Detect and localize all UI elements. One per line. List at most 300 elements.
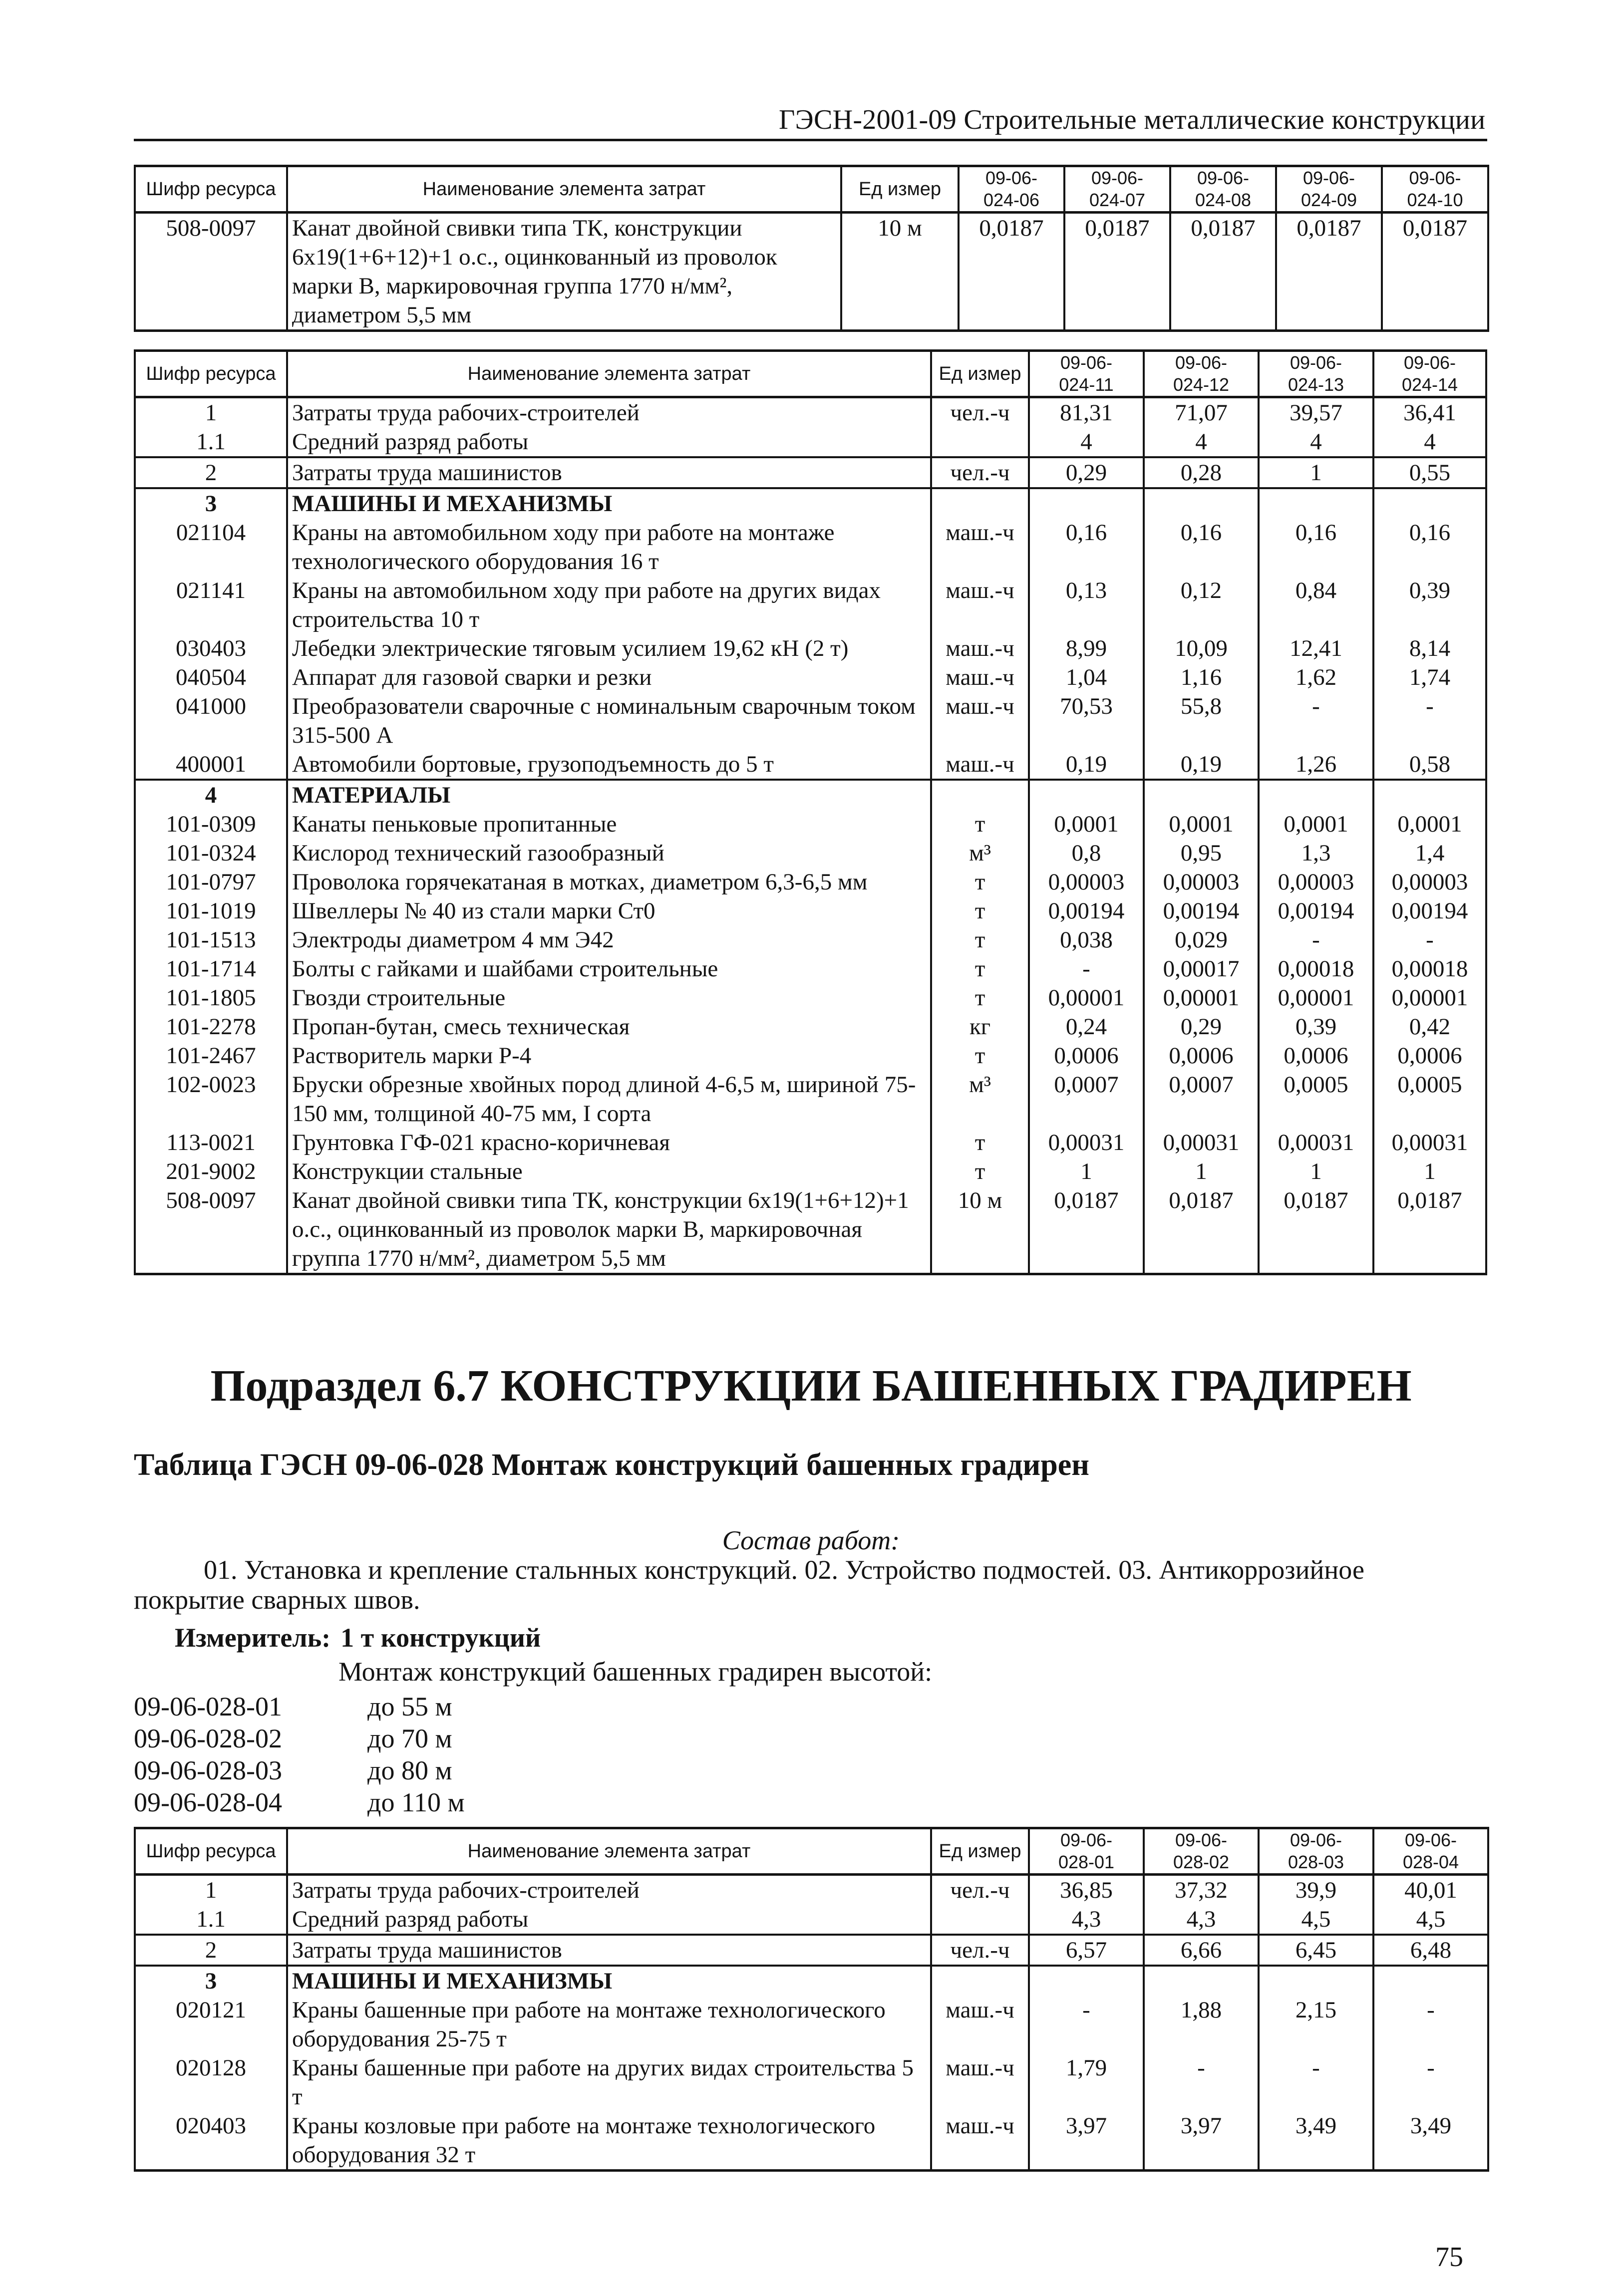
table-row: [135, 954, 1486, 983]
resource-name: Грунтовка ГФ-021 красно-коричневая: [287, 1128, 931, 1157]
resource-value: 0,00018: [1259, 954, 1373, 983]
resource-value: 71,07: [1144, 397, 1259, 428]
resource-value: 8,99: [1029, 634, 1144, 663]
resource-value: 6,57: [1029, 1935, 1144, 1966]
table-header-row: [135, 1828, 1488, 1875]
resource-code: 113-0021: [135, 1128, 287, 1157]
resource-value: 40,01: [1373, 1875, 1488, 1905]
resource-name: Канат двойной свивки типа ТК, конструкции 6х19(1+6+12)+1 о.с., оцинкованный из проволок марки В, маркировочная группа 1770 н/мм², диаметром 5,5 мм: [287, 213, 841, 331]
resource-unit: т: [931, 867, 1029, 896]
resource-name: Проволока горячекатаная в мотках, диаметром 6,3-6,5 мм: [287, 867, 931, 896]
resource-value: 0,0187: [1064, 213, 1170, 331]
header-name: Наименование элемента затрат: [287, 351, 931, 397]
resource-value: 0,0187: [1170, 213, 1276, 331]
resource-value: 1: [1373, 1157, 1486, 1186]
resource-value: 1: [1029, 1157, 1144, 1186]
resource-code: 508-0097: [135, 213, 287, 331]
resource-value: [1373, 488, 1486, 518]
resource-code: 1.1: [135, 427, 287, 457]
table-row: [135, 1875, 1488, 1905]
table-row: [135, 1905, 1488, 1935]
variant-text: до 55 м: [367, 1692, 452, 1722]
table-row: [135, 397, 1486, 428]
resource-value: 1,3: [1259, 839, 1373, 867]
table-title: Таблица ГЭСН 09-06-028 Монтаж конструкций башенных градирен: [134, 1448, 1089, 1482]
resource-value: 0,00031: [1029, 1128, 1144, 1157]
resource-code: 4: [135, 780, 287, 810]
resource-value: 3,49: [1373, 2111, 1488, 2171]
resource-code: 2: [135, 1935, 287, 1966]
resource-name: Швеллеры № 40 из стали марки Ст0: [287, 896, 931, 925]
resource-unit: маш.-ч: [931, 576, 1029, 634]
resource-value: -: [1029, 954, 1144, 983]
resource-value: 1,16: [1144, 663, 1259, 692]
resource-value: 0,0187: [1382, 213, 1488, 331]
resource-value: 0,0006: [1259, 1041, 1373, 1070]
table-row: [135, 1186, 1486, 1274]
resource-value: 4: [1029, 427, 1144, 457]
resource-value: 4,3: [1029, 1905, 1144, 1935]
table-row: [135, 518, 1486, 576]
resource-value: 6,45: [1259, 1935, 1373, 1966]
resource-unit: 10 м: [841, 213, 959, 331]
resource-unit: т: [931, 954, 1029, 983]
table-row: [135, 213, 1488, 331]
resource-value: [1259, 780, 1373, 810]
resource-code: 101-1513: [135, 925, 287, 954]
resource-value: 4,5: [1259, 1905, 1373, 1935]
header-norm-code: 09-06- 024-07: [1064, 166, 1170, 213]
resource-value: 0,95: [1144, 839, 1259, 867]
resource-value: 0,0187: [1259, 1186, 1373, 1274]
header-norm-code: 09-06- 028-01: [1029, 1828, 1144, 1875]
resource-value: [1144, 1966, 1259, 1996]
variant-row: [134, 1787, 465, 1818]
resource-value: 0,0187: [959, 213, 1064, 331]
resource-value: 8,14: [1373, 634, 1486, 663]
resource-value: [1144, 488, 1259, 518]
header-norm-code: 09-06- 028-04: [1373, 1828, 1488, 1875]
resource-unit: маш.-ч: [931, 663, 1029, 692]
resource-table-028: [134, 1827, 1489, 2172]
resource-table-024-06-10: [134, 165, 1489, 332]
resource-unit: т: [931, 1157, 1029, 1186]
resource-unit: т: [931, 1128, 1029, 1157]
resource-unit: маш.-ч: [931, 2053, 1029, 2111]
table-row: [135, 1070, 1486, 1128]
resource-value: 0,0005: [1373, 1070, 1486, 1128]
resource-code: 400001: [135, 750, 287, 780]
table-row: [135, 839, 1486, 867]
resource-code: 020121: [135, 1996, 287, 2053]
resource-value: 0,00001: [1144, 983, 1259, 1012]
resource-value: 6,48: [1373, 1935, 1488, 1966]
resource-value: 0,84: [1259, 576, 1373, 634]
resource-unit: чел.-ч: [931, 397, 1029, 428]
resource-name: Автомобили бортовые, грузоподъемность до 5 т: [287, 750, 931, 780]
resource-value: 1,26: [1259, 750, 1373, 780]
resource-value: 0,19: [1029, 750, 1144, 780]
resource-unit: чел.-ч: [931, 457, 1029, 488]
table-header-row: [135, 166, 1488, 213]
resource-value: 39,9: [1259, 1875, 1373, 1905]
resource-value: [1029, 780, 1144, 810]
resource-code: 201-9002: [135, 1157, 287, 1186]
table-row: [135, 634, 1486, 663]
resource-code: 101-1805: [135, 983, 287, 1012]
resource-name: Канаты пеньковые пропитанные: [287, 810, 931, 839]
resource-value: 1: [1144, 1157, 1259, 1186]
header-norm-code: 09-06- 028-02: [1144, 1828, 1259, 1875]
resource-value: 0,0001: [1144, 810, 1259, 839]
resource-name: Кислород технический газообразный: [287, 839, 931, 867]
resource-name: МАШИНЫ И МЕХАНИЗМЫ: [287, 1966, 931, 1996]
resource-name: Затраты труда рабочих-строителей: [287, 397, 931, 428]
composition-label: Состав работ:: [722, 1525, 900, 1555]
resource-value: 3,97: [1029, 2111, 1144, 2171]
header-unit: Ед измер: [931, 1828, 1029, 1875]
variant-code: 09-06-028-04: [134, 1787, 282, 1817]
resource-value: 0,0007: [1029, 1070, 1144, 1128]
header-rule: [134, 139, 1487, 141]
resource-unit: т: [931, 896, 1029, 925]
resource-value: [1259, 488, 1373, 518]
variant-text: до 110 м: [367, 1787, 465, 1817]
header-code: Шифр ресурса: [135, 351, 287, 397]
resource-value: 0,0006: [1144, 1041, 1259, 1070]
page-number: 75: [1435, 2242, 1463, 2273]
running-header: ГЭСН-2001-09 Строительные металлические конструкции: [779, 104, 1486, 135]
resource-code: 101-0324: [135, 839, 287, 867]
resource-value: 36,85: [1029, 1875, 1144, 1905]
resource-value: 70,53: [1029, 692, 1144, 750]
resource-value: -: [1373, 2053, 1488, 2111]
resource-value: 0,00017: [1144, 954, 1259, 983]
resource-value: 0,0006: [1373, 1041, 1486, 1070]
resource-value: 4,3: [1144, 1905, 1259, 1935]
resource-code: 101-0797: [135, 867, 287, 896]
resource-name: Краны на автомобильном ходу при работе на других видах строительства 10 т: [287, 576, 931, 634]
resource-code: 030403: [135, 634, 287, 663]
resource-name: Средний разряд работы: [287, 1905, 931, 1935]
variant-code: 09-06-028-01: [134, 1692, 282, 1722]
table-row: [135, 427, 1486, 457]
resource-value: 0,0007: [1144, 1070, 1259, 1128]
resource-unit: маш.-ч: [931, 750, 1029, 780]
resource-code: 101-2278: [135, 1012, 287, 1041]
resource-value: 0,038: [1029, 925, 1144, 954]
table-row: [135, 457, 1486, 488]
resource-unit: маш.-ч: [931, 634, 1029, 663]
resource-value: 36,41: [1373, 397, 1486, 428]
resource-unit: [931, 1905, 1029, 1935]
resource-unit: [931, 1966, 1029, 1996]
header-norm-code: 09-06- 024-14: [1373, 351, 1486, 397]
resource-value: 0,00194: [1373, 896, 1486, 925]
resource-value: [1144, 780, 1259, 810]
resource-unit: маш.-ч: [931, 1996, 1029, 2053]
resource-value: 0,0187: [1029, 1186, 1144, 1274]
resource-unit: м³: [931, 839, 1029, 867]
resource-name: Затраты труда машинистов: [287, 457, 931, 488]
resource-value: 0,0187: [1144, 1186, 1259, 1274]
resource-unit: т: [931, 925, 1029, 954]
resource-name: Растворитель марки Р-4: [287, 1041, 931, 1070]
resource-code: 101-0309: [135, 810, 287, 839]
resource-value: 0,39: [1259, 1012, 1373, 1041]
resource-unit: т: [931, 810, 1029, 839]
resource-value: [1259, 1966, 1373, 1996]
resource-value: 10,09: [1144, 634, 1259, 663]
resource-value: 3,49: [1259, 2111, 1373, 2171]
resource-value: 0,0001: [1373, 810, 1486, 839]
resource-unit: [931, 427, 1029, 457]
resource-value: 0,00003: [1259, 867, 1373, 896]
resource-unit: м³: [931, 1070, 1029, 1128]
resource-value: 0,13: [1029, 576, 1144, 634]
resource-value: 0,00031: [1144, 1128, 1259, 1157]
variant-code: 09-06-028-03: [134, 1755, 282, 1785]
resource-value: 0,39: [1373, 576, 1486, 634]
header-norm-code: 09-06- 024-13: [1259, 351, 1373, 397]
resource-code: 021141: [135, 576, 287, 634]
resource-name: Канат двойной свивки типа ТК, конструкции 6х19(1+6+12)+1 о.с., оцинкованный из проволок марки В, маркировочная группа 1770 н/мм², диаметром 5,5 мм: [287, 1186, 931, 1274]
resource-value: [1373, 780, 1486, 810]
resource-value: 4: [1373, 427, 1486, 457]
resource-value: -: [1373, 1996, 1488, 2053]
composition-text: 01. Установка и крепление стальнных конструкций. 02. Устройство подмостей. 03. Антикоррозийное покрытие сварных швов.: [134, 1555, 1364, 1615]
resource-value: 0,29: [1029, 457, 1144, 488]
resource-name: МАТЕРИАЛЫ: [287, 780, 931, 810]
resource-unit: чел.-ч: [931, 1875, 1029, 1905]
resource-value: 0,29: [1144, 1012, 1259, 1041]
variant-code: 09-06-028-02: [134, 1723, 282, 1753]
resource-unit: [931, 488, 1029, 518]
resource-value: 6,66: [1144, 1935, 1259, 1966]
header-norm-code: 09-06- 024-12: [1144, 351, 1259, 397]
resource-unit: т: [931, 1041, 1029, 1070]
table-row: [135, 1041, 1486, 1070]
resource-name: Гвозди строительные: [287, 983, 931, 1012]
resource-code: 1: [135, 1875, 287, 1905]
resource-unit: маш.-ч: [931, 692, 1029, 750]
resource-value: -: [1373, 692, 1486, 750]
header-norm-code: 09-06- 024-06: [959, 166, 1064, 213]
resource-name: Болты с гайками и шайбами строительные: [287, 954, 931, 983]
table-row: [135, 2053, 1488, 2111]
resource-value: 0,0187: [1373, 1186, 1486, 1274]
table-row: [135, 867, 1486, 896]
section-row: [135, 1966, 1488, 1996]
header-name: Наименование элемента затрат: [287, 166, 841, 213]
meter-label: Измеритель:: [175, 1623, 331, 1653]
resource-value: 0,0001: [1029, 810, 1144, 839]
resource-code: 1: [135, 397, 287, 428]
variant-row: [134, 1691, 452, 1722]
resource-value: 0,42: [1373, 1012, 1486, 1041]
table-row: [135, 576, 1486, 634]
subsection-title: Подраздел 6.7 КОНСТРУКЦИИ БАШЕННЫХ ГРАДИРЕН: [210, 1361, 1412, 1411]
resource-value: 0,55: [1373, 457, 1486, 488]
resource-value: 0,00003: [1373, 867, 1486, 896]
resource-name: Аппарат для газовой сварки и резки: [287, 663, 931, 692]
resource-value: 0,0001: [1259, 810, 1373, 839]
resource-value: 3,97: [1144, 2111, 1259, 2171]
table-row: [135, 750, 1486, 780]
resource-value: 1,04: [1029, 663, 1144, 692]
resource-code: 1.1: [135, 1905, 287, 1935]
resource-value: [1029, 488, 1144, 518]
table-header-row: [135, 351, 1486, 397]
resource-value: 4: [1144, 427, 1259, 457]
header-norm-code: 09-06- 024-08: [1170, 166, 1276, 213]
variant-text: до 70 м: [367, 1723, 452, 1753]
resource-value: 1,4: [1373, 839, 1486, 867]
resource-value: 0,00194: [1144, 896, 1259, 925]
resource-value: 0,16: [1259, 518, 1373, 576]
resource-value: 0,00001: [1373, 983, 1486, 1012]
resource-value: [1029, 1966, 1144, 1996]
resource-code: 2: [135, 457, 287, 488]
table-row: [135, 1996, 1488, 2053]
resource-unit: [931, 780, 1029, 810]
resource-name: Пропан-бутан, смесь техническая: [287, 1012, 931, 1041]
resource-value: 0,00001: [1029, 983, 1144, 1012]
table-row: [135, 2111, 1488, 2171]
resource-code: 101-1019: [135, 896, 287, 925]
resource-value: 0,12: [1144, 576, 1259, 634]
resource-code: 040504: [135, 663, 287, 692]
resource-value: 0,0187: [1276, 213, 1382, 331]
resource-value: 0,8: [1029, 839, 1144, 867]
resource-name: Краны башенные при работе на монтаже технологического оборудования 25-75 т: [287, 1996, 931, 2053]
resource-value: 0,00018: [1373, 954, 1486, 983]
header-code: Шифр ресурса: [135, 1828, 287, 1875]
resource-value: -: [1373, 925, 1486, 954]
resource-value: 0,19: [1144, 750, 1259, 780]
resource-value: 0,00003: [1029, 867, 1144, 896]
resource-value: 1,79: [1029, 2053, 1144, 2111]
resource-value: 81,31: [1029, 397, 1144, 428]
resource-code: 101-1714: [135, 954, 287, 983]
resource-name: Лебедки электрические тяговым усилием 19,62 кН (2 т): [287, 634, 931, 663]
resource-name: Краны на автомобильном ходу при работе на монтаже технологического оборудования 16 т: [287, 518, 931, 576]
resource-code: 508-0097: [135, 1186, 287, 1274]
resource-name: Затраты труда рабочих-строителей: [287, 1875, 931, 1905]
resource-code: 020128: [135, 2053, 287, 2111]
resource-name: МАШИНЫ И МЕХАНИЗМЫ: [287, 488, 931, 518]
resource-unit: 10 м: [931, 1186, 1029, 1274]
meter-line: [175, 1622, 541, 1653]
section-row: [135, 488, 1486, 518]
resource-value: 0,00001: [1259, 983, 1373, 1012]
resource-code: 102-0023: [135, 1070, 287, 1128]
resource-value: 55,8: [1144, 692, 1259, 750]
resource-value: 0,0006: [1029, 1041, 1144, 1070]
resource-name: Затраты труда машинистов: [287, 1935, 931, 1966]
resource-value: 0,00194: [1029, 896, 1144, 925]
resource-code: 020403: [135, 2111, 287, 2171]
table-row: [135, 983, 1486, 1012]
resource-name: Средний разряд работы: [287, 427, 931, 457]
resource-value: 0,16: [1029, 518, 1144, 576]
resource-value: 1: [1259, 457, 1373, 488]
resource-value: 0,00031: [1259, 1128, 1373, 1157]
table-row: [135, 1935, 1488, 1966]
resource-value: 0,16: [1144, 518, 1259, 576]
header-norm-code: 09-06- 024-09: [1276, 166, 1382, 213]
resource-value: 1: [1259, 1157, 1373, 1186]
resource-value: 0,029: [1144, 925, 1259, 954]
resource-value: 0,16: [1373, 518, 1486, 576]
resource-value: -: [1259, 925, 1373, 954]
resource-unit: маш.-ч: [931, 2111, 1029, 2171]
resource-value: -: [1029, 1996, 1144, 2053]
resource-unit: чел.-ч: [931, 1935, 1029, 1966]
variant-row: [134, 1723, 452, 1754]
resource-code: 3: [135, 1966, 287, 1996]
resource-name: Преобразователи сварочные с номинальным сварочным током 315-500 А: [287, 692, 931, 750]
resource-value: -: [1144, 2053, 1259, 2111]
table-row: [135, 663, 1486, 692]
resource-name: Электроды диаметром 4 мм Э42: [287, 925, 931, 954]
variants-intro: Монтаж конструкций башенных градирен высотой:: [338, 1657, 933, 1687]
header-name: Наименование элемента затрат: [287, 1828, 931, 1875]
resource-value: 37,32: [1144, 1875, 1259, 1905]
variant-text: до 80 м: [367, 1755, 452, 1785]
table-row: [135, 692, 1486, 750]
header-unit: Ед измер: [931, 351, 1029, 397]
resource-value: 1,88: [1144, 1996, 1259, 2053]
resource-unit: маш.-ч: [931, 518, 1029, 576]
resource-code: 3: [135, 488, 287, 518]
resource-name: Бруски обрезные хвойных пород длиной 4-6,5 м, шириной 75-150 мм, толщиной 40-75 мм, I сорта: [287, 1070, 931, 1128]
resource-value: 0,00031: [1373, 1128, 1486, 1157]
meter-value: 1 т конструкций: [340, 1623, 541, 1653]
resource-value: 4: [1259, 427, 1373, 457]
resource-value: 1,74: [1373, 663, 1486, 692]
resource-value: 12,41: [1259, 634, 1373, 663]
resource-unit: т: [931, 983, 1029, 1012]
resource-unit: кг: [931, 1012, 1029, 1041]
resource-value: [1373, 1966, 1488, 1996]
header-code: Шифр ресурса: [135, 166, 287, 213]
resource-value: 1,62: [1259, 663, 1373, 692]
header-unit: Ед измер: [841, 166, 959, 213]
resource-name: Краны башенные при работе на других видах строительства 5 т: [287, 2053, 931, 2111]
resource-name: Краны козловые при работе на монтаже технологического оборудования 32 т: [287, 2111, 931, 2171]
section-row: [135, 780, 1486, 810]
resource-value: -: [1259, 692, 1373, 750]
table-row: [135, 1128, 1486, 1157]
resource-value: -: [1259, 2053, 1373, 2111]
resource-value: 0,28: [1144, 457, 1259, 488]
resource-code: 041000: [135, 692, 287, 750]
resource-code: 021104: [135, 518, 287, 576]
resource-value: 4,5: [1373, 1905, 1488, 1935]
resource-table-024-11-14: [134, 349, 1487, 1275]
table-row: [135, 810, 1486, 839]
resource-code: 101-2467: [135, 1041, 287, 1070]
resource-value: 2,15: [1259, 1996, 1373, 2053]
table-row: [135, 1157, 1486, 1186]
resource-value: 0,24: [1029, 1012, 1144, 1041]
table-row: [135, 925, 1486, 954]
header-norm-code: 09-06- 024-10: [1382, 166, 1488, 213]
resource-value: 0,00194: [1259, 896, 1373, 925]
resource-value: 0,58: [1373, 750, 1486, 780]
resource-value: 39,57: [1259, 397, 1373, 428]
